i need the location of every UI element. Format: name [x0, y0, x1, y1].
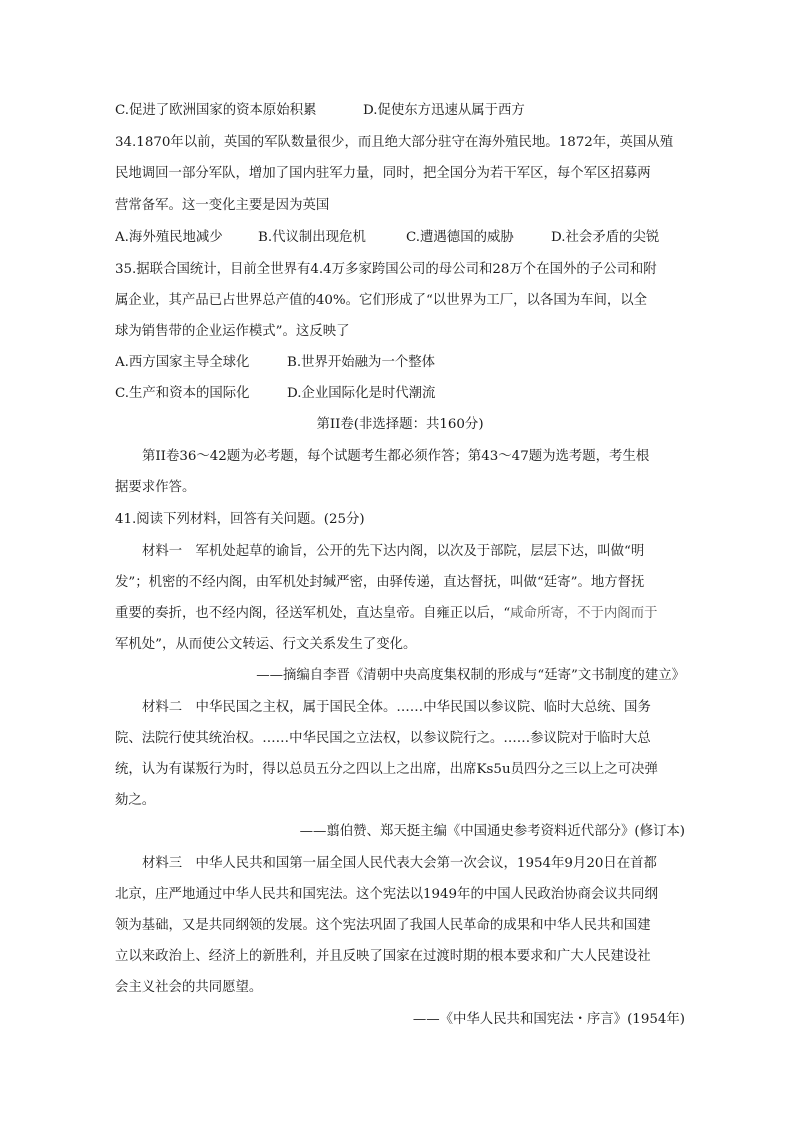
material3-source: ——《中华人民共和国宪法・序言》(1954年)	[412, 1012, 685, 1027]
material2-line-3: 统，认为有谋叛行为时，得以总员五分之四以上之出席，出席Ks5u员四分之三以上之可决弹	[115, 762, 658, 777]
material3-line-4: 立以来政治上、经济上的新胜利，并且反映了国家在过渡时期的根本要求和广大人民建设社	[115, 949, 651, 964]
q35-option-a: A.西方国家主导全球化	[115, 355, 250, 370]
material1-source: ——摘编自李晋《清朝中央高度集权制的形成与“廷寄”文书制度的建立》	[256, 668, 685, 683]
q34-stem-line-3: 营常备军。这一变化主要是因为英国	[115, 198, 330, 213]
q35-stem-line-3: 球为销售带的企业运作模式”。这反映了	[115, 324, 350, 339]
material2-source: ——翦伯赞、郑天挺主编《中国通史参考资料近代部分》(修订本)	[299, 824, 685, 839]
q35-options-row-2	[115, 384, 685, 404]
material1-line-3	[115, 604, 685, 624]
q33-option-d: D.促使东方迅速从属于西方	[363, 103, 525, 118]
material3-line-1: 材料三 中华人民共和国第一届全国人民代表大会第一次会议，1954年9月20日在首都	[142, 856, 657, 871]
q34-option-a: A.海外殖民地减少	[115, 230, 223, 245]
q35-stem-line-2: 属企业，其产品已占世界总产值的40%。它们形成了“以世界为工厂，以各国为车间，以全	[115, 293, 648, 308]
material1-line-2: 发”；机密的不经内阁，由军机处封缄严密，由驿传递，直达督抚，叫做“廷寄”。地方督抚	[115, 575, 645, 590]
q33-option-c: C.促进了欧洲国家的资本原始积累	[115, 103, 317, 118]
q35-options-row-1	[115, 353, 685, 373]
q41-title: 41.阅读下列材料，回答有关问题。(25分)	[115, 512, 365, 527]
part2-intro-line-2: 据要求作答。	[115, 480, 196, 495]
q35-stem-line-1: 35.据联合国统计，目前全世界有4.4万多家跨国公司的母公司和28万个在国外的子公司和附	[115, 262, 657, 277]
q34-option-b: B.代议制出现危机	[258, 230, 366, 245]
material1-line-4: 军机处”，从而使公文转运、行文关系发生了变化。	[115, 637, 417, 652]
q34-option-c: C.遭遇德国的威胁	[406, 230, 514, 245]
q35-option-b: B.世界开始融为一个整体	[287, 355, 436, 370]
q34-stem-line-2: 民地调回一部分军队，增加了国内驻军力量，同时，把全国分为若干军区，每个军区招募两	[115, 166, 651, 181]
material3-line-2: 北京，庄严地通过中华人民共和国宪法。这个宪法以1949年的中国人民政治协商会议共同纲	[115, 887, 658, 902]
material2-line-2: 院、法院行使其统治权。……中华民国之立法权，以参议院行之。……参议院对于临时大总	[115, 731, 651, 746]
material2-line-4: 劾之。	[115, 793, 156, 808]
part2-heading: 第II卷(非选择题：共160分)	[316, 417, 484, 432]
material3-line-5: 会主义社会的共同愿望。	[115, 980, 263, 995]
q34-options-row	[115, 228, 685, 248]
q35-option-d: D.企业国际化是时代潮流	[287, 386, 436, 401]
material3-line-3: 领为基础，又是共同纲领的发展。这个宪法巩固了我国人民革命的成果和中华人民共和国建	[115, 918, 651, 933]
material1-quote: 咸命所寄，不于内阁而于	[510, 606, 658, 621]
q34-option-d: D.社会矛盾的尖锐	[551, 230, 660, 245]
q35-option-c: C.生产和资本的国际化	[115, 386, 250, 401]
material2-line-1: 材料二 中华民国之主权，属于国民全体。……中华民国以参议院、临时大总统、国务	[142, 700, 651, 715]
q34-stem-line-1: 34.1870年以前，英国的军队数量很少，而且绝大部分驻守在海外殖民地。1872年，英国从殖	[115, 135, 674, 150]
part2-intro-line-1: 第II卷36～42题为必考题，每个试题考生都必须作答；第43～47题为选考题，考生根	[142, 449, 650, 464]
material1-line-1: 材料一 军机处起草的谕旨，公开的先下达内阁，以次及于部院，层层下达，叫做“明	[142, 544, 645, 559]
material1-line-3-text: 重要的奏折，也不经内阁，径送军机处，直达皇帝。自雍正以后，“	[115, 606, 511, 621]
q33-options-row	[115, 101, 685, 121]
